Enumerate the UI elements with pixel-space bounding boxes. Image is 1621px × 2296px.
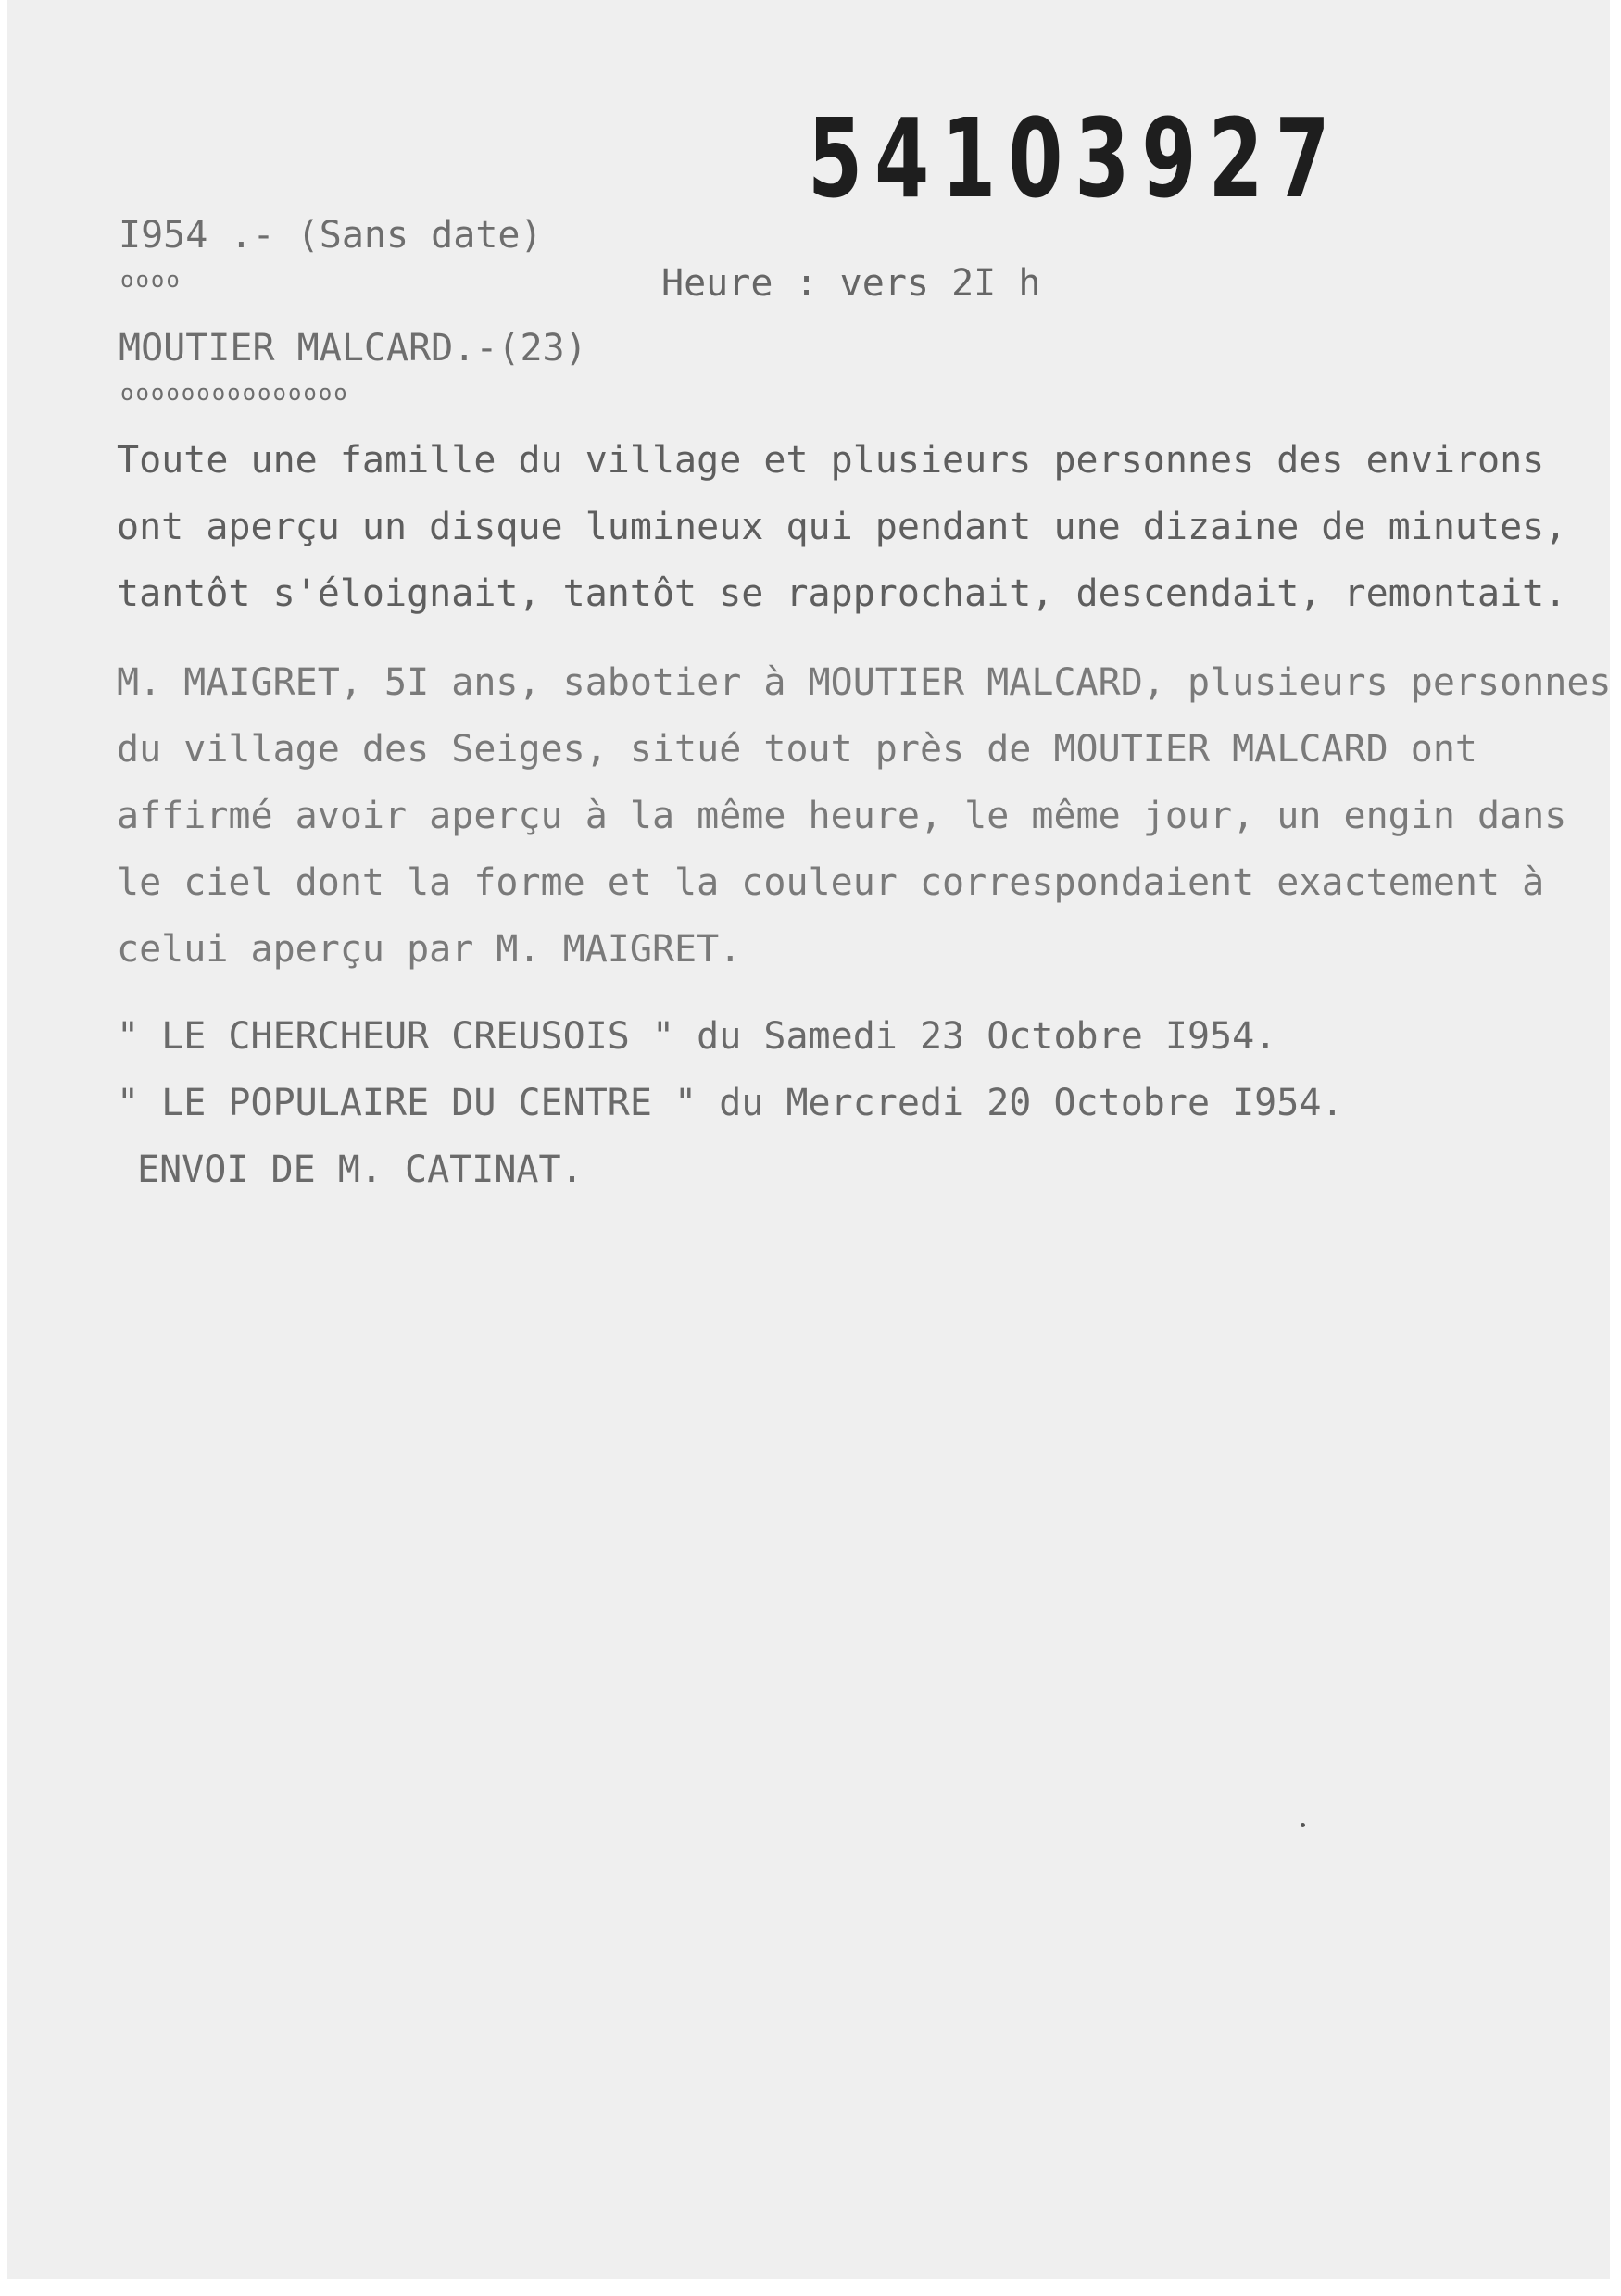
- time-line: Heure : vers 2I h: [661, 262, 1041, 305]
- paragraph-2-line-3: affirmé avoir aperçu à la même heure, le même jour, un engin dans: [117, 795, 1567, 837]
- source-line-2: " LE POPULAIRE DU CENTRE " du Mercredi 20 Octobre I954.: [117, 1082, 1344, 1124]
- paragraph-2-line-1: M. MAIGRET, 5I ans, sabotier à MOUTIER MALCARD, plusieurs personnes: [117, 661, 1612, 704]
- scan-edge-bottom: [0, 2279, 1621, 2296]
- paragraph-2-line-2: du village des Seiges, situé tout près de MOUTIER MALCARD ont: [117, 728, 1478, 771]
- ink-speck: [1301, 1823, 1305, 1827]
- source-line-3: ENVOI DE M. CATINAT.: [137, 1148, 584, 1191]
- paragraph-1-line-3: tantôt s'éloignait, tantôt se rapprochait, descendait, remontait.: [117, 572, 1567, 615]
- paragraph-1-line-1: Toute une famille du village et plusieurs personnes des environs: [117, 439, 1545, 482]
- place-line: MOUTIER MALCARD.-(23): [119, 327, 587, 370]
- scan-edge-left: [0, 0, 7, 2296]
- paragraph-2-line-5: celui aperçu par M. MAIGRET.: [117, 928, 742, 971]
- date-line: I954 .- (Sans date): [119, 214, 543, 257]
- reference-number: 54103927: [808, 94, 1342, 222]
- scan-edge-right: [1610, 0, 1621, 2296]
- date-underline: oooo: [120, 267, 182, 293]
- source-line-1: " LE CHERCHEUR CREUSOIS " du Samedi 23 Octobre I954.: [117, 1015, 1277, 1058]
- place-underline: ooooooooooooooo: [120, 380, 349, 406]
- paragraph-1-line-2: ont aperçu un disque lumineux qui pendant une dizaine de minutes,: [117, 506, 1567, 548]
- paragraph-2-line-4: le ciel dont la forme et la couleur correspondaient exactement à: [117, 861, 1545, 904]
